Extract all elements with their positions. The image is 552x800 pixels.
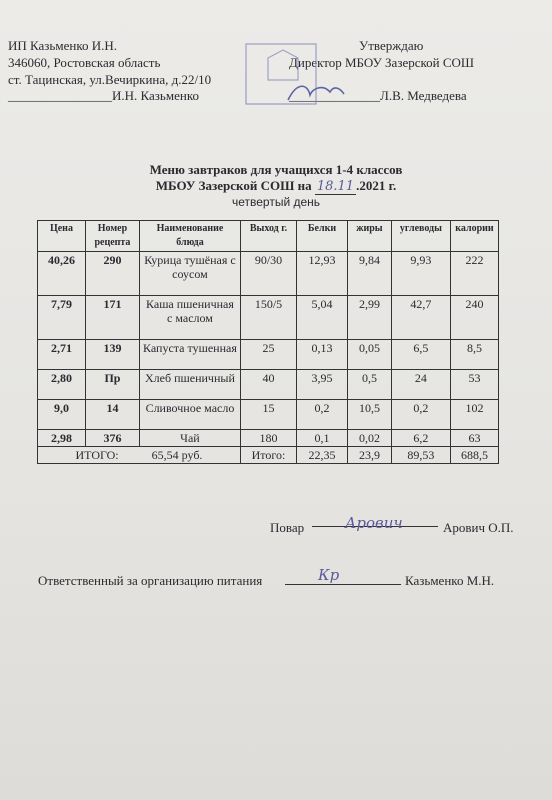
cell-protein: 0,13 [297, 340, 348, 370]
header-dish: Наименование блюда [139, 221, 240, 252]
cell-protein: 0,1 [297, 430, 348, 447]
responsible-signature-line [285, 584, 401, 585]
menu-table [37, 220, 499, 464]
cell-carbs: 0,2 [391, 400, 450, 430]
table-row [38, 296, 499, 340]
cell-carbs: 9,93 [391, 252, 450, 296]
cell-fat: 0,02 [348, 430, 392, 447]
cell-carbs: 6,5 [391, 340, 450, 370]
total-kcal: 688,5 [451, 447, 499, 464]
cell-dish: Сливочное масло [139, 400, 240, 430]
total-fat: 23,9 [348, 447, 392, 464]
cell-yield: 90/30 [240, 252, 296, 296]
cell-price: 9,0 [38, 400, 86, 430]
total-label-2: Итого: [240, 447, 296, 464]
director-position: Директор МБОУ Зазерской СОШ [289, 55, 475, 70]
company-address-region: 346060, Ростовская область [8, 55, 161, 70]
cell-price: 2,80 [38, 370, 86, 400]
handwritten-date: 18.11 [316, 179, 355, 194]
cell-carbs: 24 [391, 370, 450, 400]
cell-yield: 150/5 [240, 296, 296, 340]
cook-name: Арович О.П. [443, 520, 514, 535]
header-recipe: Номер рецепта [85, 221, 139, 252]
cell-kcal: 8,5 [451, 340, 499, 370]
cell-kcal: 63 [451, 430, 499, 447]
cell-carbs: 42,7 [391, 296, 450, 340]
cell-price: 2,71 [38, 340, 86, 370]
cell-recipe: 14 [85, 400, 139, 430]
table-row [38, 430, 499, 447]
cell-price: 7,79 [38, 296, 86, 340]
header-fat: жиры [348, 221, 392, 252]
menu-title: Меню завтраков для учащихся 1-4 классов [149, 162, 403, 177]
cell-dish: Капуста тушенная [139, 340, 240, 370]
header-kcal: калории [451, 221, 499, 252]
header-price: Цена [38, 221, 86, 252]
director-signature-line: ______________Л.В. Медведева [289, 88, 467, 103]
year-suffix: .2021 г. [356, 178, 397, 193]
cell-fat: 0,05 [348, 340, 392, 370]
cell-carbs: 6,2 [391, 430, 450, 447]
cell-protein: 5,04 [297, 296, 348, 340]
header-carbs: углеводы [391, 221, 450, 252]
cell-kcal: 53 [451, 370, 499, 400]
school-stamp-icon [238, 40, 348, 110]
cell-yield: 180 [240, 430, 296, 447]
table-total-row [38, 447, 499, 464]
company-name: ИП Казьменко И.Н. [8, 38, 117, 53]
cell-yield: 40 [240, 370, 296, 400]
cell-dish: Курица тушёная с соусом [139, 252, 240, 296]
total-protein: 22,35 [297, 447, 348, 464]
cell-dish: Чай [139, 430, 240, 447]
cell-price: 40,26 [38, 252, 86, 296]
cell-dish: Каша пшеничная с маслом [139, 296, 240, 340]
total-label: ИТОГО: [75, 448, 119, 462]
total-price-cell [38, 447, 241, 464]
responsible-signature: Кр [318, 566, 340, 584]
menu-subtitle [0, 178, 552, 194]
cell-fat: 2,99 [348, 296, 392, 340]
header-protein: Белки [297, 221, 348, 252]
cell-kcal: 102 [451, 400, 499, 430]
cook-label: Повар [270, 520, 305, 535]
school-name: МБОУ Зазерской СОШ на [155, 178, 312, 193]
cell-recipe: 139 [85, 340, 139, 370]
responsible-label: Ответственный за организацию питания [38, 573, 263, 588]
responsible-name: Казьменко М.Н. [405, 573, 495, 588]
table-row [38, 340, 499, 370]
cell-kcal: 240 [451, 296, 499, 340]
cell-yield: 25 [240, 340, 296, 370]
cell-fat: 9,84 [348, 252, 392, 296]
menu-day: четвертый день [231, 195, 321, 209]
cell-protein: 3,95 [297, 370, 348, 400]
total-carbs: 89,53 [391, 447, 450, 464]
cook-signature: Арович [345, 514, 403, 532]
total-price: 65,54 руб. [151, 448, 203, 462]
cell-recipe: Пр [85, 370, 139, 400]
company-signature-line: ________________И.Н. Казьменко [8, 88, 199, 103]
company-address-street: ст. Тацинская, ул.Вечиркина, д.22/10 [8, 72, 212, 87]
cell-kcal: 222 [451, 252, 499, 296]
cell-fat: 10,5 [348, 400, 392, 430]
table-row [38, 252, 499, 296]
cell-protein: 12,93 [297, 252, 348, 296]
cell-recipe: 171 [85, 296, 139, 340]
cell-dish: Хлеб пшеничный [139, 370, 240, 400]
cell-protein: 0,2 [297, 400, 348, 430]
approve-label: Утверждаю [359, 38, 424, 53]
table-row [38, 370, 499, 400]
cell-fat: 0,5 [348, 370, 392, 400]
cell-recipe: 376 [85, 430, 139, 447]
table-row [38, 400, 499, 430]
header-yield: Выход г. [240, 221, 296, 252]
table-header-row [38, 221, 499, 252]
cell-recipe: 290 [85, 252, 139, 296]
cell-yield: 15 [240, 400, 296, 430]
cell-price: 2,98 [38, 430, 86, 447]
